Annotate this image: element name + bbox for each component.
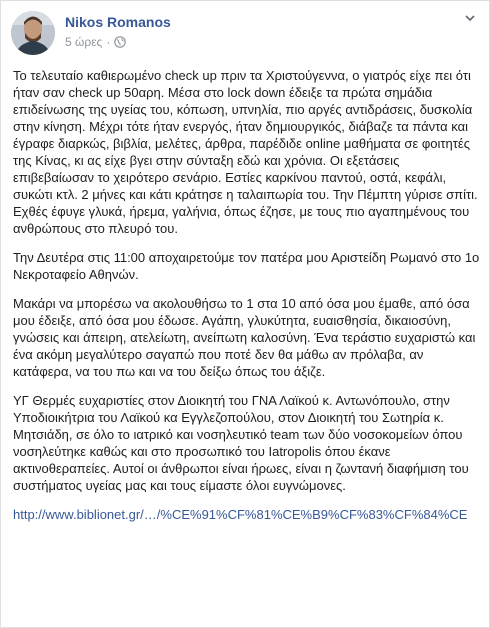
post-paragraph: Το τελευταίο καθιερωμένο check up πριν τα Χριστούγεννα, ο γιατρός είχε πει ότι ήταν σαν check up 50αρη. Μέσα στο lock down έδειξε τα πρώτα σημάδια επιδείνωσης της υγείας του, κόπωση, υπνηλία, πιο αργές αντιδράσεις, δυσκολία στην κίνηση. Μέχρι τότε ήταν ενεργός, ήταν δημιουργικός, διάβαζε τα πάντα και έγραφε διαρκώς, βιβλία, μελέτες, άρθρα, παρέδιδε online μαθήματα σε φοιτητές της Κίνας, κι ας είχε βγει στην σύνταξη εδώ και χρόνια. Οι εξετάσεις επιβεβαίωσαν το χειρότερο σενάριο. Εστίες καρκίνου παντού, οστά, κεφάλι, συκώτι κτλ. 2 μήνες και κάτι κράτησε η ταλαιπωρία του. Την Πέμπτη γύρισε σπίτι. Εχθές έφυγε γλυκά, ήρεμα, γαλήνια, όπως έζησε, με τους πιο αγαπημένους του ανθρώπους στο πλευρό του. xyxy=(13,68,478,236)
post-link[interactable]: http://www.biblionet.gr/…/%CE%91%CF%81%CE%B9%CF%83%CF%84%CE xyxy=(13,507,468,522)
post-paragraph: Μακάρι να μπορέσω να ακολουθήσω το 1 στα 10 από όσα μου έμαθε, από όσα μου έδειξε, από όσα μου έδωσε. Αγάπη, γλυκύτητα, ευαισθησία, δικαιοσύνη, γνώσεις και άπειρη, ατελείωτη, ανείπωτη καλοσύνη. Ένα τεράστιο ευχαριστώ και ένα ακόμη μεγαλύτερο σαγαπώ που ποτέ δεν θα μάθω αν πρόλαβα, αν κατάφερα, να του πω και να του δείξω όπως του άξιζε. xyxy=(13,296,476,379)
post-meta xyxy=(65,35,126,49)
chevron-down-icon[interactable] xyxy=(463,11,477,25)
meta-separator: · xyxy=(106,35,111,49)
post-paragraph: ΥΓ Θερμές ευχαριστίες στον Διοικητή του ΓΝΑ Λαϊκού κ. Αντωνόπουλο, στην Υποδιοικήτρια του Λαϊκού κα Εγγλεζοπούλου, στον Διοικητή του Σωτηρία κ. Μητσιάδη, σε όλο το ιατρικό και νοσηλευτικό team των δύο νοσοκομείων όπου νοσηλεύτηκε καθώς και στο προσωπικό του Iatropolis όπου έκανε ακτινοθεραπείες. Αυτοί οι άνθρωποι είναι ήρωες, είναι η ζωντανή διαφήμιση του συστήματος υγείας μας και τους είμαστε όλοι ευγνώμονες. xyxy=(13,393,469,493)
post-body xyxy=(13,67,481,535)
author-name[interactable]: Nikos Romanos xyxy=(65,14,171,30)
post-header xyxy=(11,11,481,55)
post-timestamp[interactable]: 5 ώρες xyxy=(65,35,103,49)
avatar[interactable] xyxy=(11,11,55,55)
avatar-photo xyxy=(11,11,55,55)
globe-icon[interactable] xyxy=(114,36,126,48)
post-paragraph: Την Δευτέρα στις 11:00 αποχαιρετούμε τον πατέρα μου Αριστείδη Ρωμανό στο 1ο Νεκροταφείο Αθηνών. xyxy=(13,250,480,282)
